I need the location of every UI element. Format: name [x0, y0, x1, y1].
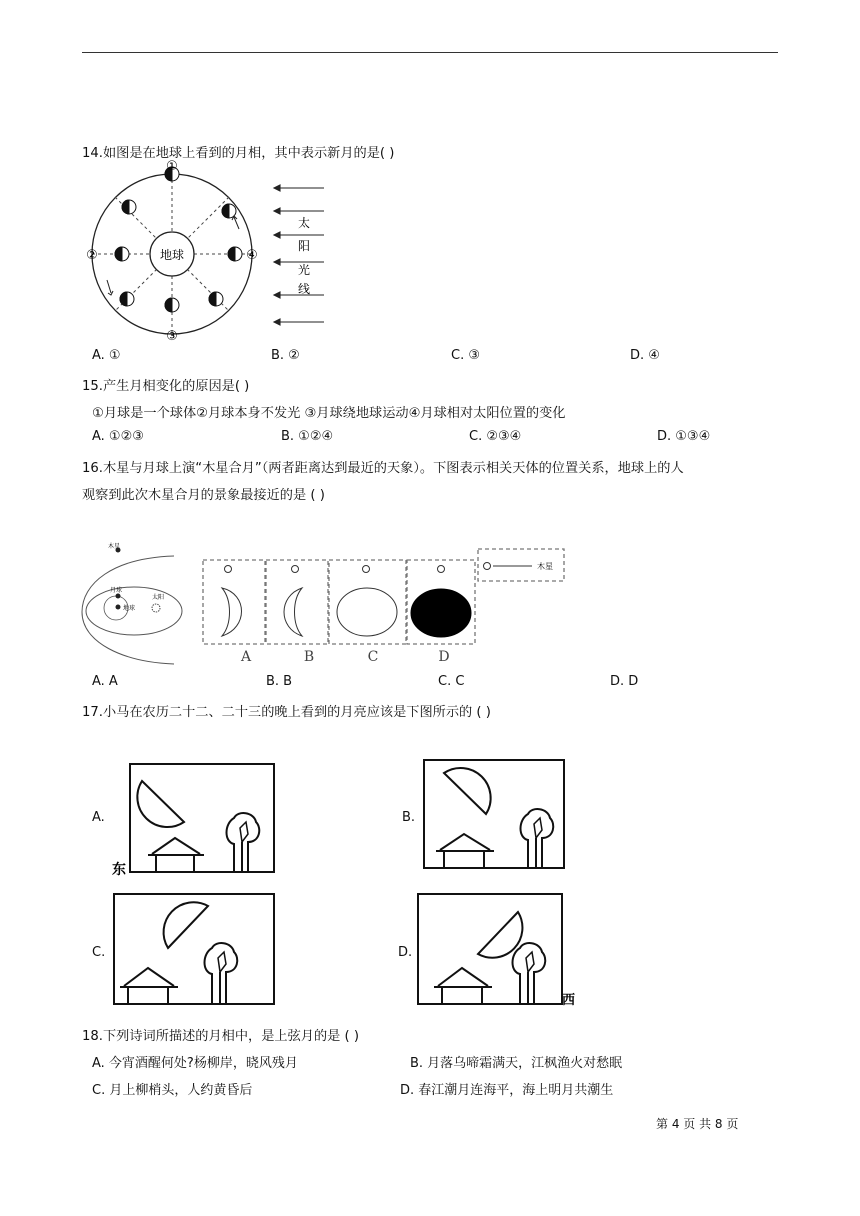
q18-option-a[interactable]: A. 今宵酒醒何处?杨柳岸，晓风残月 — [92, 1056, 298, 1071]
q16-option-a[interactable]: A. A — [92, 674, 118, 689]
q16-option-d[interactable]: D. D — [610, 674, 639, 689]
q14-option-a[interactable]: A. ① — [92, 348, 121, 363]
q15-option-c[interactable]: C. ②③④ — [469, 429, 522, 444]
q14-option-d[interactable]: D. ④ — [630, 348, 660, 363]
q15-option-d[interactable]: D. ①③④ — [657, 429, 711, 444]
q17-option-b[interactable]: B. — [402, 810, 416, 825]
moon-dot — [116, 594, 121, 599]
pos-label-4: ④ — [246, 248, 258, 263]
sun-label: 太阳 — [152, 594, 165, 601]
q15-stem: 15.产生月相变化的原因是( ) — [82, 379, 250, 394]
q16-figure — [82, 544, 582, 669]
moon-label: 月球 — [110, 587, 123, 594]
q17-option-d[interactable]: D. — [398, 945, 413, 960]
q15-statements: ①月球是一个球体②月球本身不发光 ③月球绕地球运动④月球相对太阳位置的变化 — [92, 406, 566, 421]
q15-option-a[interactable]: A. ①②③ — [92, 429, 144, 444]
panel-letter-a: A — [240, 649, 252, 665]
q17-scene-d — [416, 892, 586, 1008]
q18-stem: 18.下列诗词所描述的月相中，是上弦月的是 ( ) — [82, 1029, 360, 1044]
moon-shape-c — [337, 588, 397, 636]
moon-shape-b — [284, 588, 302, 636]
q16-option-b[interactable]: B. B — [266, 674, 293, 689]
q18-option-d[interactable]: D. 春江潮月连海平，海上明月共潮生 — [400, 1083, 614, 1098]
q16-option-c[interactable]: C. C — [438, 674, 465, 689]
q14-option-c[interactable]: C. ③ — [451, 348, 480, 363]
q16-stem-line1: 16.木星与月球上演“木星合月”（两者距离达到最近的天象）。下图表示相关天体的位置关系，地球上的人 — [82, 461, 684, 476]
q17-option-c[interactable]: C. — [92, 945, 106, 960]
sun-icon — [152, 604, 160, 612]
pos-label-3: ③ — [166, 329, 178, 344]
moon-shape-a — [222, 588, 242, 636]
page-footer: 第 4 页 共 8 页 — [656, 1117, 739, 1131]
q14-stem: 14.如图是在地球上看到的月相，其中表示新月的是( ) — [82, 146, 395, 161]
q14-option-b[interactable]: B. ② — [271, 348, 300, 363]
sun-char-3: 光 — [297, 263, 311, 277]
q17-stem: 17.小马在农历二十二、二十三的晚上看到的月亮应该是下图所示的 ( ) — [82, 705, 491, 720]
panel-letter-d: D — [438, 649, 450, 665]
sun-char-2: 阳 — [297, 239, 311, 253]
earth-label: 地球 — [159, 248, 185, 262]
sun-rays — [274, 185, 324, 325]
panel-letter-c: C — [367, 649, 379, 665]
pos-label-1: ① — [166, 159, 178, 174]
q16-stem-line2: 观察到此次木星合月的景象最接近的是 ( ) — [82, 488, 325, 503]
moon-shape-d — [411, 589, 471, 637]
earth-dot — [116, 605, 121, 610]
q17-scene-c — [112, 892, 278, 1008]
q14-moon-phase-figure — [82, 159, 342, 345]
panel-letter-b: B — [303, 649, 315, 665]
q18-option-c[interactable]: C. 月上柳梢头，人约黄昏后 — [92, 1083, 253, 1098]
q17-scene-a — [112, 762, 278, 878]
sun-char-4: 线 — [297, 282, 311, 296]
jupiter-label: 木星 — [108, 543, 121, 550]
q15-option-b[interactable]: B. ①②④ — [281, 429, 334, 444]
header-rule — [82, 52, 778, 53]
pos-label-2: ② — [86, 248, 98, 263]
earth-label: 地球 — [123, 605, 136, 612]
q17-scene-b — [422, 758, 568, 874]
east-label: 东 — [112, 862, 126, 878]
q18-option-b[interactable]: B. 月落乌啼霜满天，江枫渔火对愁眠 — [410, 1056, 623, 1071]
q17-option-a[interactable]: A. — [92, 810, 105, 825]
jupiter-legend: 木星 — [537, 562, 553, 571]
west-label: 西 — [562, 993, 576, 1008]
sun-char-1: 太 — [297, 216, 311, 230]
